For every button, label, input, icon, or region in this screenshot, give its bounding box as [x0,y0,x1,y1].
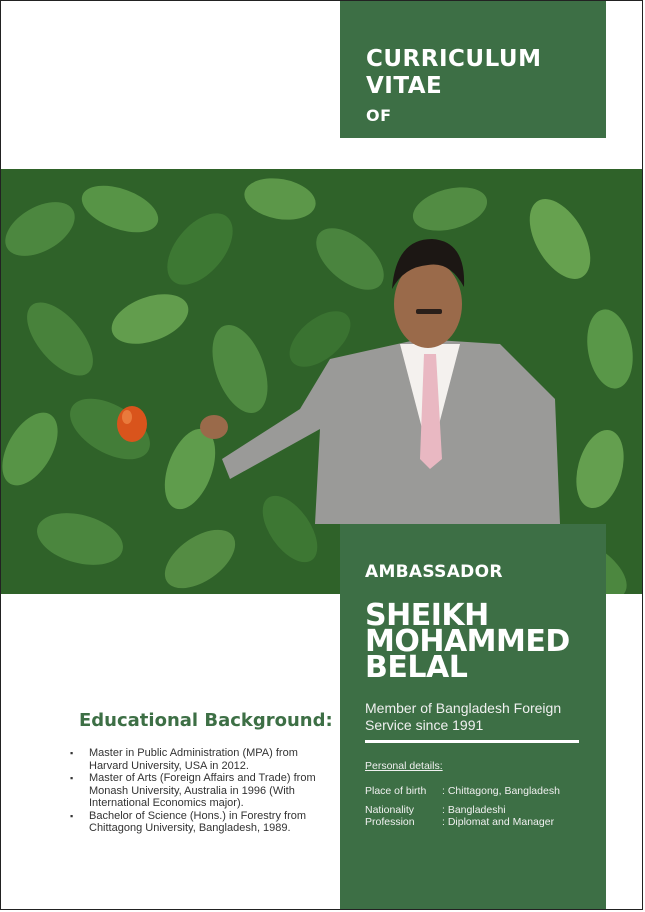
list-item [70,772,332,810]
name-line-3: BELAL [365,650,468,685]
education-list [70,747,332,835]
cv-title-block [340,0,606,138]
divider [365,740,579,743]
name-line-2: MOHAMMED [365,624,570,659]
cv-title-line-1: CURRICULUM [366,46,542,72]
name-line-1: SHEIKH [365,598,489,633]
service-summary: Member of Bangladesh Foreign Service since 1991 [365,700,562,733]
education-item-text: Master of Arts (Foreign Affairs and Trade) from Monash University, Australia in 1996 (With International Economics major). [89,772,316,809]
education-item-text: Master in Public Administration (MPA) from Harvard University, USA in 2012. [89,747,298,772]
detail-value: : Diplomat and Manager [442,816,555,828]
detail-value: : Bangladeshi [442,804,506,816]
list-item [70,747,332,772]
education-heading: Educational Background: [79,710,333,731]
personal-details-heading: Personal details: [365,760,443,772]
cv-title-line-2: VITAE [366,73,443,99]
rank-title: AMBASSADOR [365,562,503,582]
education-item-text: Bachelor of Science (Hons.) in Forestry from Chittagong University, Bangladesh, 1989. [89,809,307,834]
list-item [70,810,332,835]
bullet-icon: ▪ [70,773,74,783]
detail-label: Profession [365,816,415,828]
bullet-icon: ▪ [70,748,74,758]
bullet-icon: ▪ [70,810,74,821]
detail-label: Nationality [365,804,415,816]
detail-value: : Chittagong, Bangladesh [442,785,560,797]
profile-block [340,524,606,910]
cv-title-line-3: OF [366,106,392,125]
detail-label: Place of birth [365,785,427,797]
